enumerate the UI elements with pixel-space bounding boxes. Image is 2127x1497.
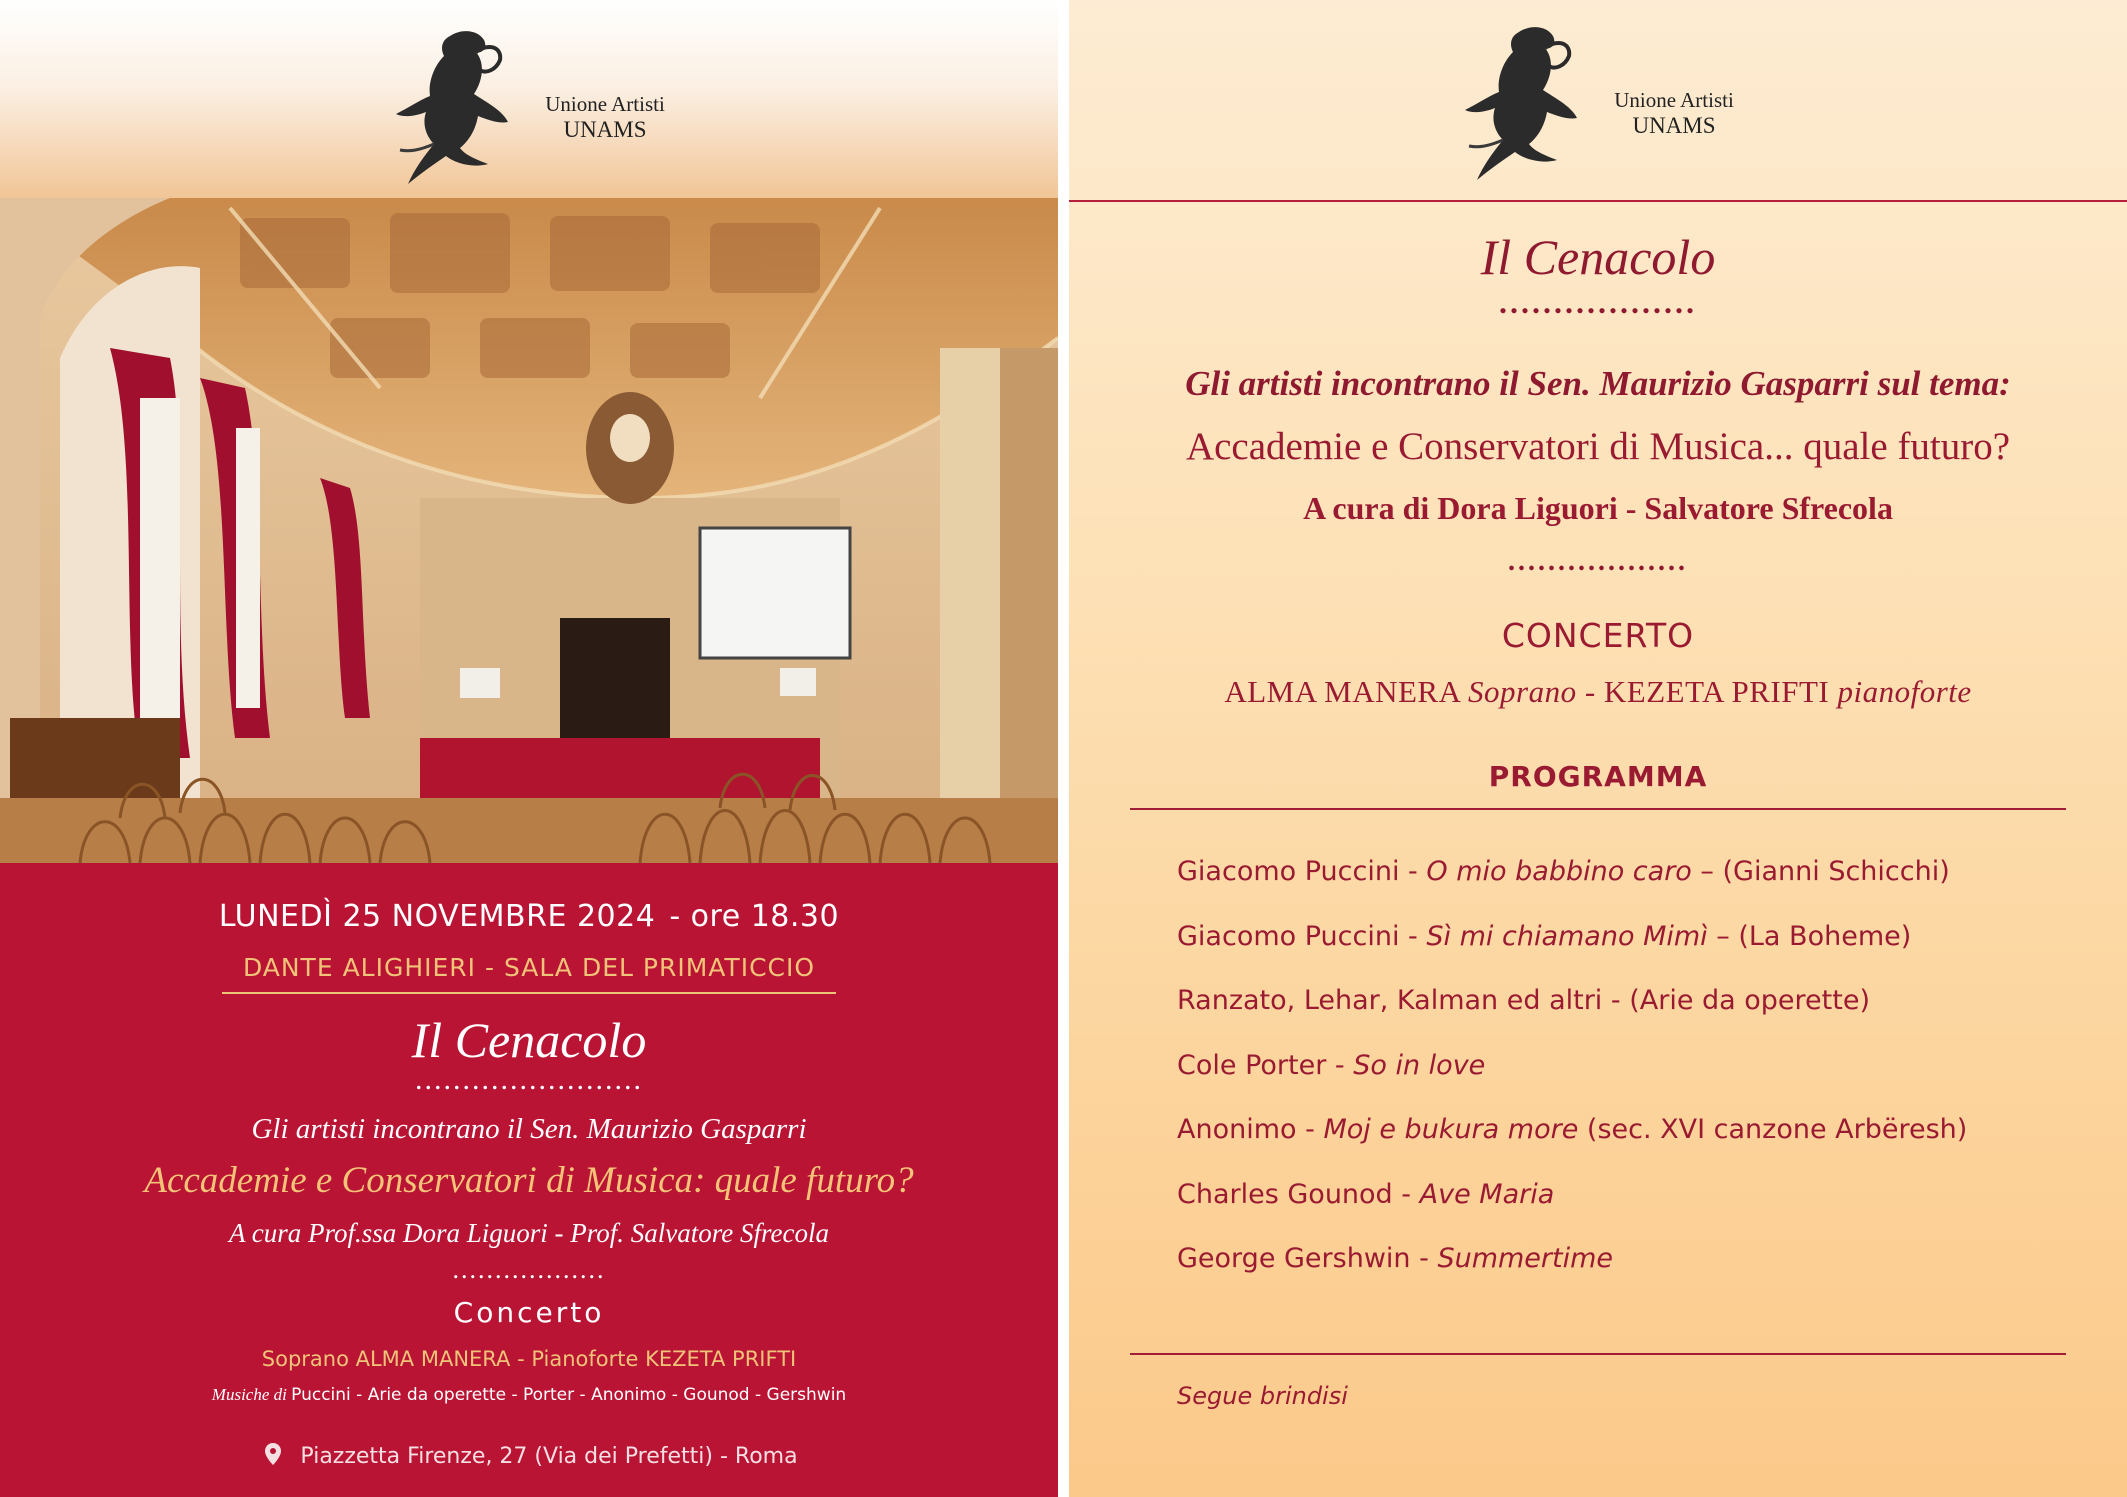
composer: George Gershwin - [1177,1243,1429,1274]
performers: Soprano ALMA MANERA - Pianoforte KEZETA PRIFTI [261,1347,797,1371]
venue-underline [222,992,836,994]
invitation-program [1069,0,2127,1497]
performer-2: KEZETA PRIFTI [1603,674,1830,709]
logo-line1: Unione Artisti [545,92,665,116]
music-line [0,1385,1058,1405]
event-theme: Accademie e Conservatori di Musica: quale futuro? [144,1160,914,1201]
music-list: Puccini - Arie da operette - Porter - Anonimo - Gounod - Gershwin [291,1385,847,1405]
event-info [0,863,1058,1497]
closing-note: Segue brindisi [1177,1382,1348,1410]
composer: Giacomo Puccini - [1177,920,1418,952]
event-title: Il Cenacolo [1480,229,1716,285]
performer-1: ALMA MANERA [1224,674,1460,709]
time: - ore 18.30 [669,899,840,934]
dancer-icon [390,24,530,189]
date: LUNEDÌ 25 NOVEMBRE 2024 [218,899,656,934]
invitation-front [0,0,1058,1497]
dot-separator-2: .................. [452,1255,606,1284]
work: So in love [1353,1049,1486,1081]
left-header [0,0,1058,198]
event-heading: Gli artisti incontrano il Sen. Maurizio Gasparri sul tema: [1185,364,2011,403]
performer-separator: - [1584,674,1596,709]
address-line [0,1441,1058,1469]
composer: Anonimo - [1177,1114,1315,1145]
performers [1069,674,2127,710]
event-theme: Accademie e Conservatori di Musica... quale futuro? [1185,425,2011,468]
curated-by: A cura Prof.ssa Dora Liguori - Prof. Salvatore Sfrecola [229,1218,829,1248]
curated-by: A cura di Dora Liguori - Salvatore Sfrecola [1303,490,1893,526]
dot-separator-2: .................. [1508,546,1688,577]
logo-line1: Unione Artisti [1614,88,1734,112]
unams-logo [390,24,690,189]
address: Piazzetta Firenze, 27 (Via dei Prefetti) - Roma [300,1444,798,1469]
work: O mio babbino caro [1426,856,1692,887]
event-date [0,899,1058,934]
program-item [1177,1050,2077,1115]
program-label: PROGRAMMA [1488,760,1708,793]
note: – (Gianni Schicchi) [1700,856,1950,887]
program-item [1177,856,2077,921]
work: Moj e bukura more [1323,1114,1579,1145]
program-item [1177,921,2077,986]
location-pin-icon [260,1441,286,1467]
note: – (La Boheme) [1716,920,1912,952]
dot-separator: .................. [1499,284,1697,320]
note: (sec. XVI canzone Arbëresh) [1586,1114,1968,1145]
hall-photo [0,198,1058,863]
logo-line2: UNAMS [563,117,647,142]
venue: DANTE ALIGHIERI - SALA DEL PRIMATICCIO [242,953,816,982]
role-2: pianoforte [1837,674,1972,709]
program-divider-bottom [1130,1353,2066,1355]
work: Sì mi chiamano Mimì [1426,920,1708,952]
music-label: Musiche di [211,1385,287,1404]
dot-separator: ........................ [415,1063,643,1096]
program-item [1177,985,2077,1050]
event-title: Il Cenacolo [411,1012,647,1068]
top-divider [1069,200,2127,202]
composer: Cole Porter - [1177,1049,1345,1081]
program-list [1177,856,2077,1308]
program-item [1177,1243,2077,1308]
work: Ave Maria [1419,1178,1555,1210]
unams-logo-right [1459,20,1759,185]
composer: Charles Gounod - [1177,1178,1412,1210]
role-1: Soprano [1468,674,1577,709]
composer: Giacomo Puccini - [1177,856,1418,887]
program-divider-top [1130,808,2066,810]
concert-label: Concerto [453,1296,605,1329]
work: Summertime [1437,1243,1614,1274]
program-item [1177,1114,2077,1179]
logo-line2: UNAMS [1632,113,1716,138]
dancer-icon [1459,20,1599,185]
event-subtitle: Gli artisti incontrano il Sen. Maurizio Gasparri [251,1113,807,1145]
program-item [1177,1179,2077,1244]
composer: Ranzato, Lehar, Kalman ed altri - (Arie da operette) [1177,985,1870,1016]
concert-label: CONCERTO [1501,616,1695,655]
